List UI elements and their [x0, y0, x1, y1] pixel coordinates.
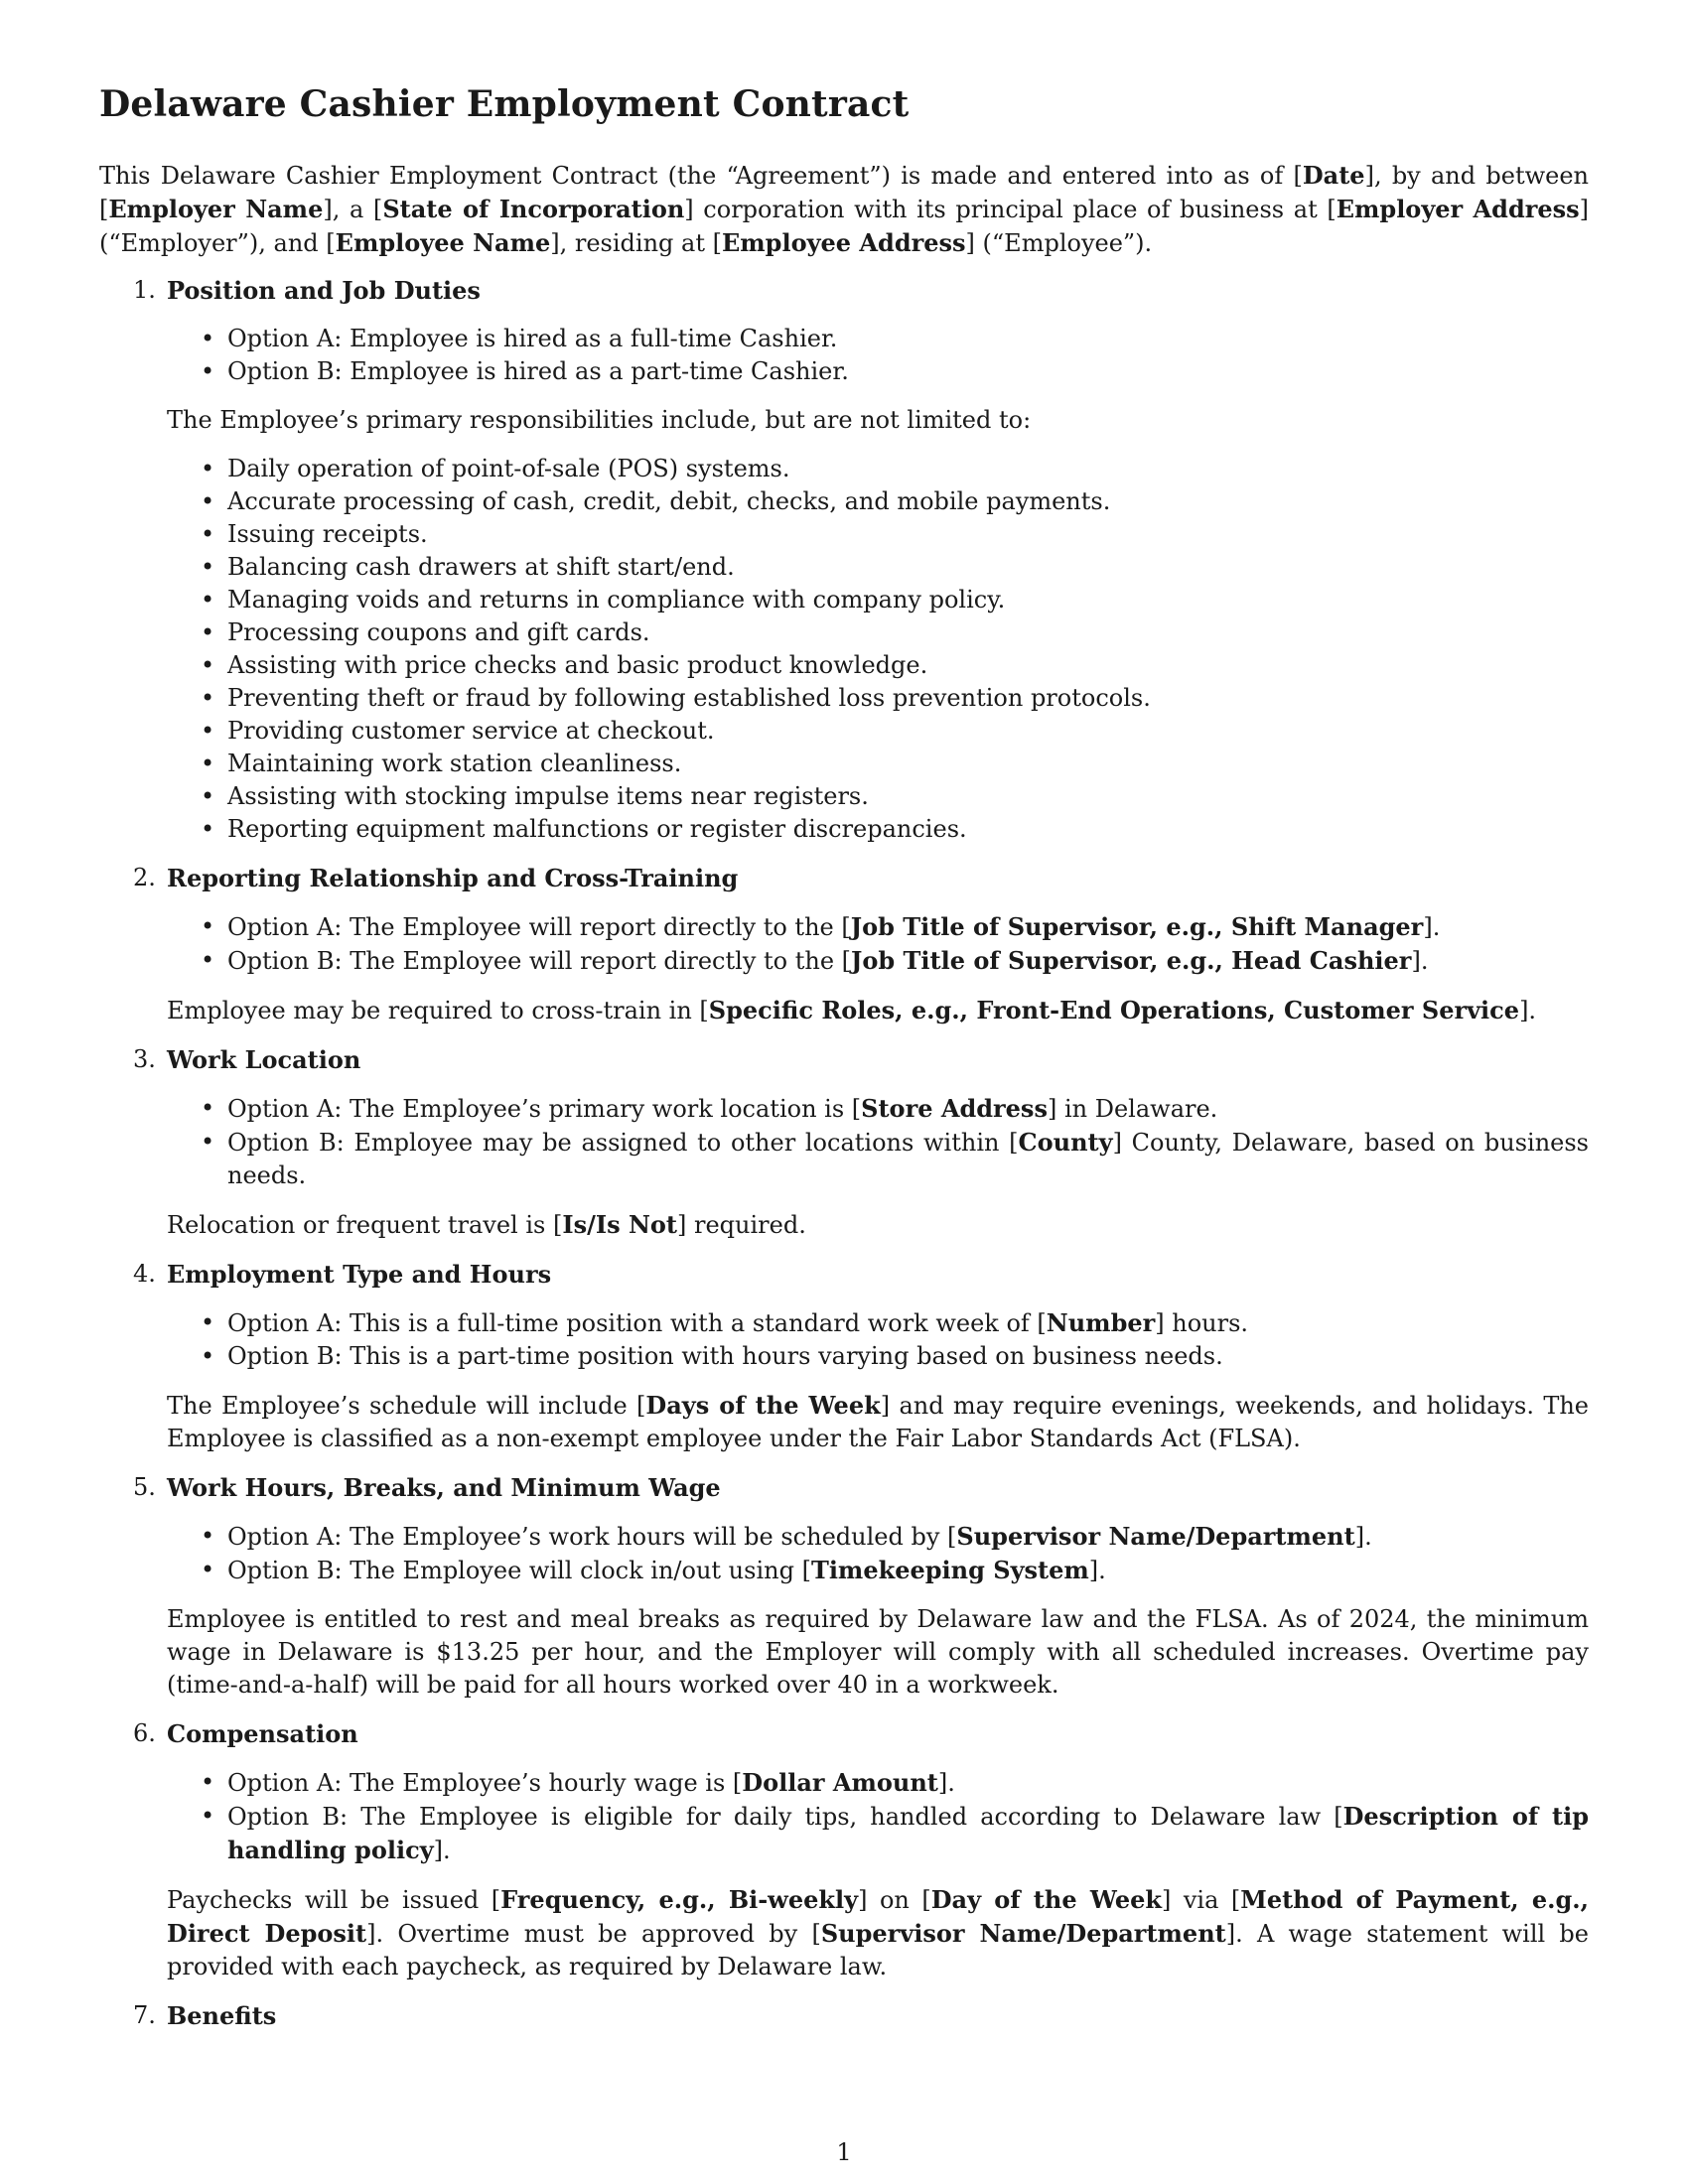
section-compensation: [99, 1717, 1589, 1983]
option-list: [167, 1766, 1589, 1867]
option-list: [167, 1306, 1589, 1373]
section-paragraph: Relocation or frequent travel is [Is/Is Not] required.: [167, 1210, 806, 1239]
section-number: 2.: [133, 864, 156, 891]
option-item: • Option B: This is a part-time position with hours varying based on business needs.: [201, 1342, 1223, 1370]
section-title: Work Hours, Breaks, and Minimum Wage: [167, 1473, 721, 1502]
section-paragraph: The Employee’s primary responsibilities include, but are not limited to:: [167, 406, 1032, 434]
option-list: [167, 1520, 1589, 1587]
option-item: • Option A: The Employee’s hourly wage is [Dollar Amount].: [201, 1768, 955, 1797]
section-title: Benefits: [167, 2001, 277, 2030]
intro-paragraph: This Delaware Cashier Employment Contract (the “Agreement”) is made and entered into as of [Date], by and between [Employer Name], a [State of Incorporation] corporation with its principal place of business at [Employer Address] (“Employer”), and [Employee Name], residing at [Employee Address] (“Employee”).: [99, 161, 1590, 257]
duty-item: • Providing customer service at checkout.: [201, 717, 715, 745]
duty-item: • Preventing theft or fraud by following established loss prevention protocols.: [201, 684, 1151, 712]
option-item: • Option A: Employee is hired as a full-time Cashier.: [201, 325, 838, 352]
option-item: • Option B: The Employee will report directly to the [Job Title of Supervisor, e.g., Head Cashier].: [201, 946, 1429, 975]
duties-list: [167, 453, 1589, 846]
section-position: [99, 274, 1589, 846]
contract-page: [99, 83, 1589, 2048]
section-number: 5.: [133, 1473, 156, 1501]
section-title: Reporting Relationship and Cross-Training: [167, 864, 739, 892]
section-paragraph: Employee may be required to cross-train in [Specific Roles, e.g., Front-End Operations, Customer Service].: [167, 996, 1537, 1024]
option-item: • Option A: The Employee’s work hours will be scheduled by [Supervisor Name/Department].: [201, 1522, 1372, 1551]
section-paragraph: Employee is entitled to rest and meal breaks as required by Delaware law and the FLSA. As of 2024, the minimum wage in Delaware is $13.25 per hour, and the Employer will comply with all scheduled increases. Overtime pay (time-and-a-half) will be paid for all hours worked over 40 in a workweek.: [167, 1605, 1589, 1699]
option-list: [167, 910, 1589, 978]
section-work-hours: [99, 1471, 1589, 1702]
section-number: 6.: [133, 1719, 156, 1747]
section-title: Position and Job Duties: [167, 276, 481, 305]
option-item: • Option B: The Employee will clock in/out using [Timekeeping System].: [201, 1556, 1106, 1584]
duty-item: • Accurate processing of cash, credit, debit, checks, and mobile payments.: [201, 487, 1111, 515]
section-employment-type: [99, 1258, 1589, 1455]
section-number: 7.: [133, 2001, 156, 2029]
contract-sections: [99, 274, 1589, 2032]
option-item: • Option B: The Employee is eligible for daily tips, handled according to Delaware law [Description of tip handling policy].: [201, 1802, 1590, 1864]
duty-item: • Managing voids and returns in compliance with company policy.: [201, 586, 1006, 614]
document-title: Delaware Cashier Employment Contract: [99, 83, 910, 125]
duty-item: • Assisting with stocking impulse items near registers.: [201, 782, 869, 810]
page-number: 1: [836, 2138, 852, 2166]
duty-item: • Maintaining work station cleanliness.: [201, 750, 682, 777]
section-number: 1.: [133, 276, 156, 304]
option-item: • Option A: The Employee will report directly to the [Job Title of Supervisor, e.g., Shift Manager].: [201, 912, 1441, 941]
section-number: 3.: [133, 1045, 156, 1073]
duty-item: • Balancing cash drawers at shift start/end.: [201, 553, 735, 581]
option-item: • Option B: Employee is hired as a part-time Cashier.: [201, 357, 849, 385]
section-title: Compensation: [167, 1719, 358, 1748]
option-list: [167, 1092, 1589, 1192]
option-item: • Option A: The Employee’s primary work location is [Store Address] in Delaware.: [201, 1094, 1218, 1123]
section-number: 4.: [133, 1260, 156, 1288]
duty-item: • Processing coupons and gift cards.: [201, 618, 650, 646]
option-item: • Option B: Employee may be assigned to other locations within [County] County, Delaware, based on business needs.: [201, 1128, 1589, 1189]
option-list: [167, 323, 1589, 388]
section-reporting: [99, 862, 1589, 1027]
section-title: Work Location: [167, 1045, 361, 1074]
section-title: Employment Type and Hours: [167, 1260, 552, 1289]
option-item: • Option A: This is a full-time position with a standard work week of [Number] hours.: [201, 1308, 1249, 1337]
section-location: [99, 1043, 1589, 1242]
section-benefits: [99, 1999, 1589, 2032]
section-paragraph: The Employee’s schedule will include [Days of the Week] and may require evenings, weekends, and holidays. The Employee is classified as a non-exempt employee under the Fair Labor Standards Act (FLSA).: [167, 1391, 1590, 1452]
duty-item: • Reporting equipment malfunctions or register discrepancies.: [201, 815, 967, 843]
duty-item: • Assisting with price checks and basic product knowledge.: [201, 651, 928, 679]
duty-item: • Issuing receipts.: [201, 520, 428, 548]
section-paragraph: Paychecks will be issued [Frequency, e.g., Bi-weekly] on [Day of the Week] via [Method of Payment, e.g., Direct Deposit]. Overtime must be approved by [Supervisor Name/Department]. A wage statement will be provided with each paycheck, as required by Delaware law.: [167, 1885, 1589, 1980]
duty-item: • Daily operation of point-of-sale (POS) systems.: [201, 455, 790, 482]
